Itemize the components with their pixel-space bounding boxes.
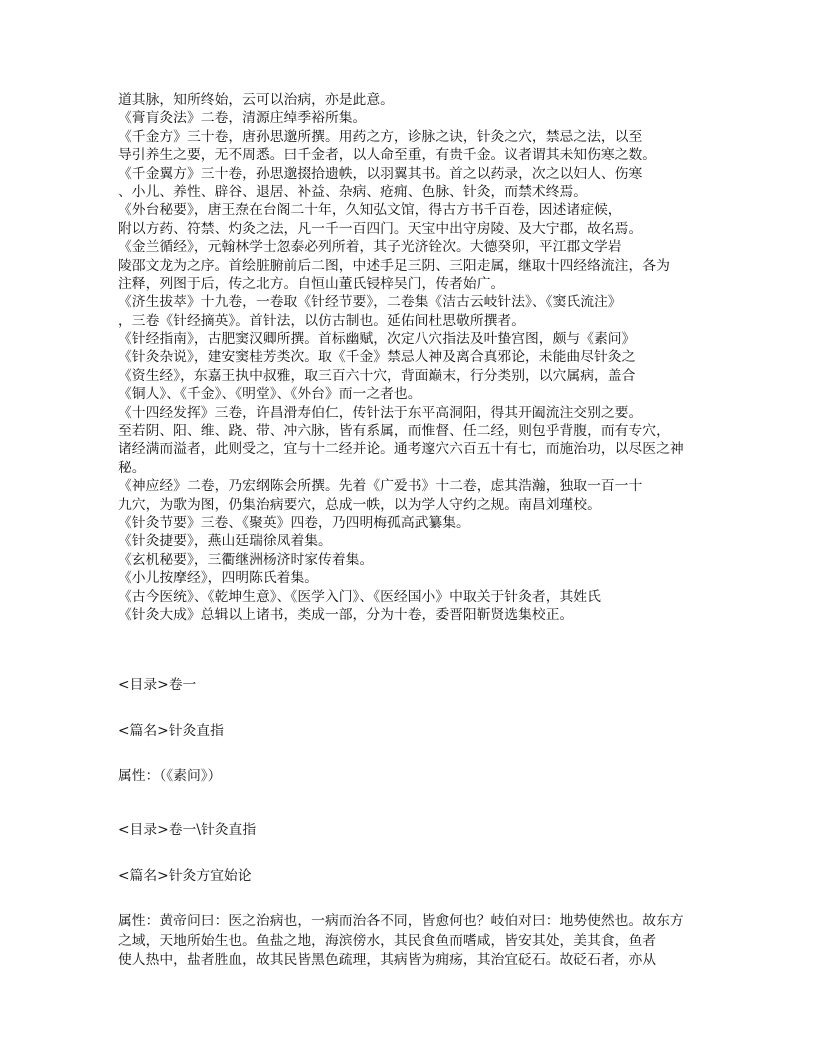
text-line: 《针灸杂说》，建安窦桂芳类次。取《千金》禁忌人神及离合真邪论，未能曲尽针灸之 [118, 349, 636, 366]
section1-attribute: 属性：（《素问》） [118, 768, 222, 784]
text-line: 、小儿、养性、辟谷、退居、补益、杂病、疮痈、色脉、针灸，而禁术终焉。 [118, 183, 588, 200]
section2-attribute [118, 912, 684, 971]
text-line: 《神应经》二卷，乃宏纲陈会所撰。先着《广爱书》十二卷，虑其浩瀚，独取一百一十 [118, 478, 643, 495]
text-line: 《十四经发挥》三卷，许昌滑寿伯仁，传针法于东平高洞阳，得其开阖流注交别之要。 [118, 404, 643, 421]
text-line: 陵邵文龙为之序。首绘脏腑前后二图，中述手足三阴、三阳走属，继取十四经络流注，各为 [118, 257, 670, 274]
text-line: 之域，天地所始生也。鱼盐之地，海滨傍水，其民食鱼而嗜咸，皆安其处，美其食，鱼者 [118, 932, 657, 949]
text-line: 属性：黄帝问曰：医之治病也，一病而治各不同，皆愈何也？岐伯对曰：地势使然也。故东方 [118, 913, 684, 929]
text-line: 导引养生之要，无不周悉。曰千金者，以人命至重，有贵千金。议者谓其未知伤寒之数。 [118, 147, 657, 164]
text-line: 使人热中，盐者胜血，故其民皆黑色疏理，其病皆为痈疡，其治宜砭石。故砭石者，亦从 [118, 952, 657, 968]
text-line: 《铜人》、《千金》、《明堂》、《外台》而一之者也。 [118, 386, 422, 403]
text-line: 《千金翼方》三十卷，孙思邈掇拾遗帙，以羽翼其书。首之以药录，次之以妇人、伤寒 [118, 165, 643, 182]
text-line: 《膏肓灸法》二卷，清源庄绰季裕所集。 [118, 110, 367, 127]
text-line: 《外台秘要》，唐王焘在台阁二十年，久知弘文馆，得古方书千百卷，因述诸症候， [118, 202, 622, 219]
section2-catalog: <目录>卷一\针灸直指 [118, 822, 257, 838]
text-line: 九穴，为歌为图，仍集治病要穴，总成一帙，以为学人守约之规。南昌刘瑾校。 [118, 496, 601, 513]
text-line: 《针灸捷要》，燕山廷瑞徐凤着集。 [118, 533, 332, 550]
text-line: 《千金方》三十卷，唐孙思邈所撰。用药之方，诊脉之诀，针灸之穴，禁忌之法，以至 [118, 128, 643, 145]
text-line: 诸经满而溢者，此则受之，宜与十二经并论。通考邃穴六百五十有七，而施治功，以尽医之神 [118, 441, 684, 458]
text-line: 道其脉，知所终始，云可以治病，亦是此意。 [118, 92, 394, 108]
text-line: 《济生拔萃》十九卷，一卷取《针经节要》，二卷集《洁古云岐针法》、《窦氏流注》 [118, 294, 622, 311]
section2-title: <篇名>针灸方宜始论 [118, 868, 252, 884]
text-line: 《玄机秘要》，三衢继洲杨济时家传着集。 [118, 551, 374, 568]
bibliography-block [118, 91, 684, 624]
section1-catalog: <目录>卷一 [118, 677, 197, 693]
section1-title: <篇名>针灸直指 [118, 723, 224, 739]
text-line: 《针灸大成》总辑以上诸书，类成一部，分为十卷，委晋阳靳贤选集校正。 [118, 606, 574, 623]
text-line: 《小儿按摩经》，四明陈氏着集。 [118, 570, 319, 587]
text-line: 至若阴、阳、维、跷、带、冲六脉，皆有系属，而惟督、任二经，则包乎背腹，而有专穴， [118, 423, 670, 440]
text-line: 《针灸节要》三卷、《聚英》四卷，乃四明梅孤高武纂集。 [118, 514, 470, 531]
text-line: 《资生经》，东嘉王执中叔雅，取三百六十穴，背面巅末，行分类别，以穴属病，盖合 [118, 367, 636, 384]
text-line: 注释，列图于后，传之北方。自恒山董氏锓梓吴门，传者始广。 [118, 275, 505, 292]
text-line: ，三卷《针经摘英》。首针法，以仿古制也。延佑间杜思敬所撰者。 [118, 312, 526, 329]
text-line: 秘。 [118, 459, 146, 476]
text-line: 附以方药、符禁、灼灸之法，凡一千一百四门。天宝中出守房陵、及大宁郡，故名焉。 [118, 220, 643, 237]
text-line: 《古今医统》、《乾坤生意》、《医学入门》、《医经国小》中取关于针灸者，其姓氏 [118, 588, 601, 605]
text-line: 《针经指南》，古肥窦汉卿所撰。首标幽赋，次定八穴指法及叶蛰宫图，颇与《素问》 [118, 331, 636, 348]
text-line: 《金兰循经》，元翰林学士忽泰必列所着，其子光济铨次。大德癸卯，平江郡文学岩 [118, 239, 622, 256]
